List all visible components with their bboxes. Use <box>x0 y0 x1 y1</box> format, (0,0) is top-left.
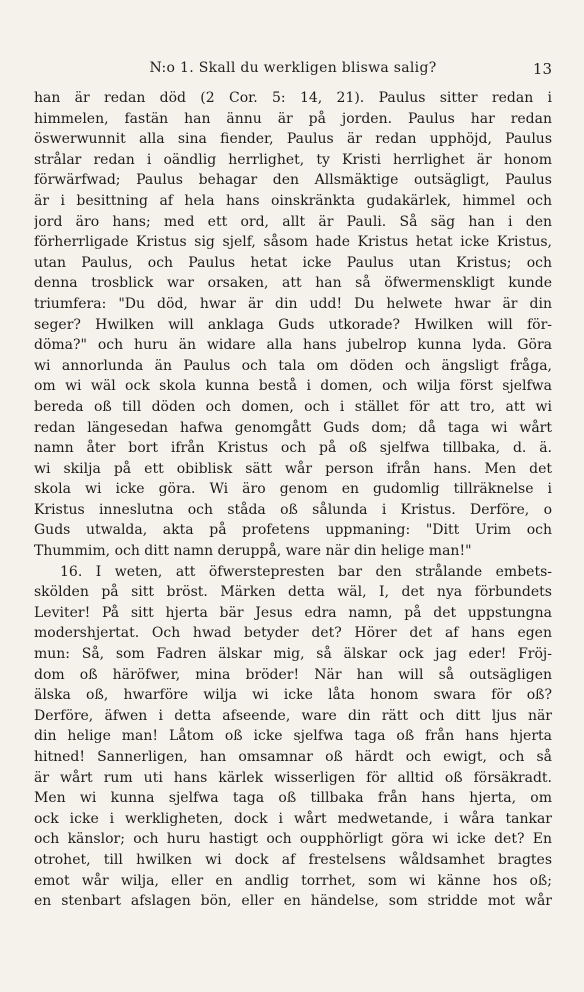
text-line: namn åter bort ifrån Kristus och på oß sjelfwa tillbaka, d. ä. <box>34 440 552 457</box>
text-line: förwärfwad; Paulus behagar den Allsmäktige outsägligt, Paulus <box>34 172 552 189</box>
text-line: förherrligade Kristus sig sjelf, såsom hade Kristus hetat icke Kristus, <box>34 234 552 251</box>
text-line: 16. I weten, att öfwerstepresten bar den strålande embets- <box>60 563 552 580</box>
text-line: Kristus inneslutna och ståda oß sålunda i Kristus. Derföre, o <box>34 501 552 518</box>
text-line: strålar redan i oändlig herrlighet, ty Kristi herrlighet är honom <box>34 151 552 168</box>
text-line: himmelen, fastän han ännu är på jorden. Paulus har redan <box>34 110 552 127</box>
page-number: 13 <box>532 60 552 78</box>
text-line: älska oß, hwarföre wilja wi icke låta honom swara för oß? <box>34 687 552 704</box>
text-line: Leviter! På sitt hjerta bär Jesus edra namn, på det uppstungna <box>34 604 552 621</box>
text-line: och känslor; och huru hastigt och oupphörligt göra wi icke det? En <box>34 831 552 848</box>
text-line: utan Paulus, och Paulus hetat icke Paulus utan Kristus; och <box>34 254 552 271</box>
text-line: skola wi icke göra. Wi äro genom en gudomlig tillräknelse i <box>34 481 552 498</box>
text-line: Guds utwalda, akta på profetens uppmaning: "Ditt Urim och <box>34 522 552 539</box>
paragraph <box>34 562 552 912</box>
text-line: din helige man! Låtom oß icke sjelfwa taga oß från hans hjerta <box>34 728 552 745</box>
text-line: ock icke i werkligheten, dock i wårt medwetande, i wåra tankar <box>34 810 552 827</box>
text-line: döma?" och huru än widare alla hans jubelrop kunna lyda. Göra <box>34 337 552 354</box>
text-line: wi annorlunda än Paulus och tala om döden och ängsligt fråga, <box>34 357 552 374</box>
text-line: Thummim, och ditt namn deruppå, ware när din helige man!" <box>34 543 472 560</box>
text-line: triumfera: "Du död, hwar är din udd! Du helwete hwar är din <box>34 295 552 312</box>
text-line: är wårt rum uti hans kärlek wisserligen för alltid oß försäkradt. <box>34 769 552 786</box>
text-line: om wi wäl ock skola kunna bestå i domen, och wilja först sjelfwa <box>34 378 552 395</box>
text-line: denna trosblick war orsaken, att han så öfwermenskligt kunde <box>34 275 552 292</box>
text-line: otrohet, till hwilken wi dock af frestelsens wåldsamhet bragtes <box>34 851 552 868</box>
text-line: mun: Så, som Fadren älskar mig, så älskar ock jag eder! Fröj- <box>34 646 552 663</box>
running-title: N:o 1. Skall du werkligen bliswa salig? <box>149 60 437 76</box>
text-line: skölden på sitt bröst. Märken detta wäl, I, det nya förbundets <box>34 584 552 601</box>
running-head <box>34 58 552 84</box>
text-line: seger? Hwilken will anklaga Guds utkorade? Hwilken will för- <box>34 316 552 333</box>
text-line: öswerwunnit alla sina fiender, Paulus är redan upphöjd, Paulus <box>34 131 552 148</box>
text-line: redan längesedan hafwa genomgått Guds dom; då taga wi wårt <box>34 419 552 436</box>
text-line: dom oß häröfwer, mina bröder! När han will så outsägligen <box>34 666 552 683</box>
text-line: hitned! Sannerligen, han omsamnar oß härdt och ewigt, och så <box>34 749 552 765</box>
text-line: wi skilja på ett obiblisk sätt wår person ifrån hans. Men det <box>34 460 552 477</box>
text-line: Men wi kunna sjelfwa taga oß tillbaka från hans hjerta, om <box>34 790 552 807</box>
text-line: jord äro hans; med ett ord, allt är Pauli. Så säg han i den <box>34 213 552 230</box>
text-line: bereda oß till döden och domen, och i stället för att tro, att wi <box>34 398 552 415</box>
paragraph <box>34 88 552 562</box>
body-text <box>34 88 552 912</box>
text-line: är i besittning af hela hans oinskränkta gudakärlek, himmel och <box>34 192 552 209</box>
text-line: Derföre, äfwen i detta afseende, ware din rätt och ditt ljus när <box>34 707 552 724</box>
text-line: han är redan död (2 Cor. 5: 14, 21). Paulus sitter redan i <box>34 90 552 106</box>
text-line: emot wår wilja, eller en andlig torrhet, som wi känne hos oß; <box>34 872 552 889</box>
text-line: en stenbart afslagen bön, eller en händelse, som stridde mot wår <box>34 893 552 910</box>
text-line: modershjertat. Och hwad betyder det? Hörer det af hans egen <box>34 625 552 642</box>
